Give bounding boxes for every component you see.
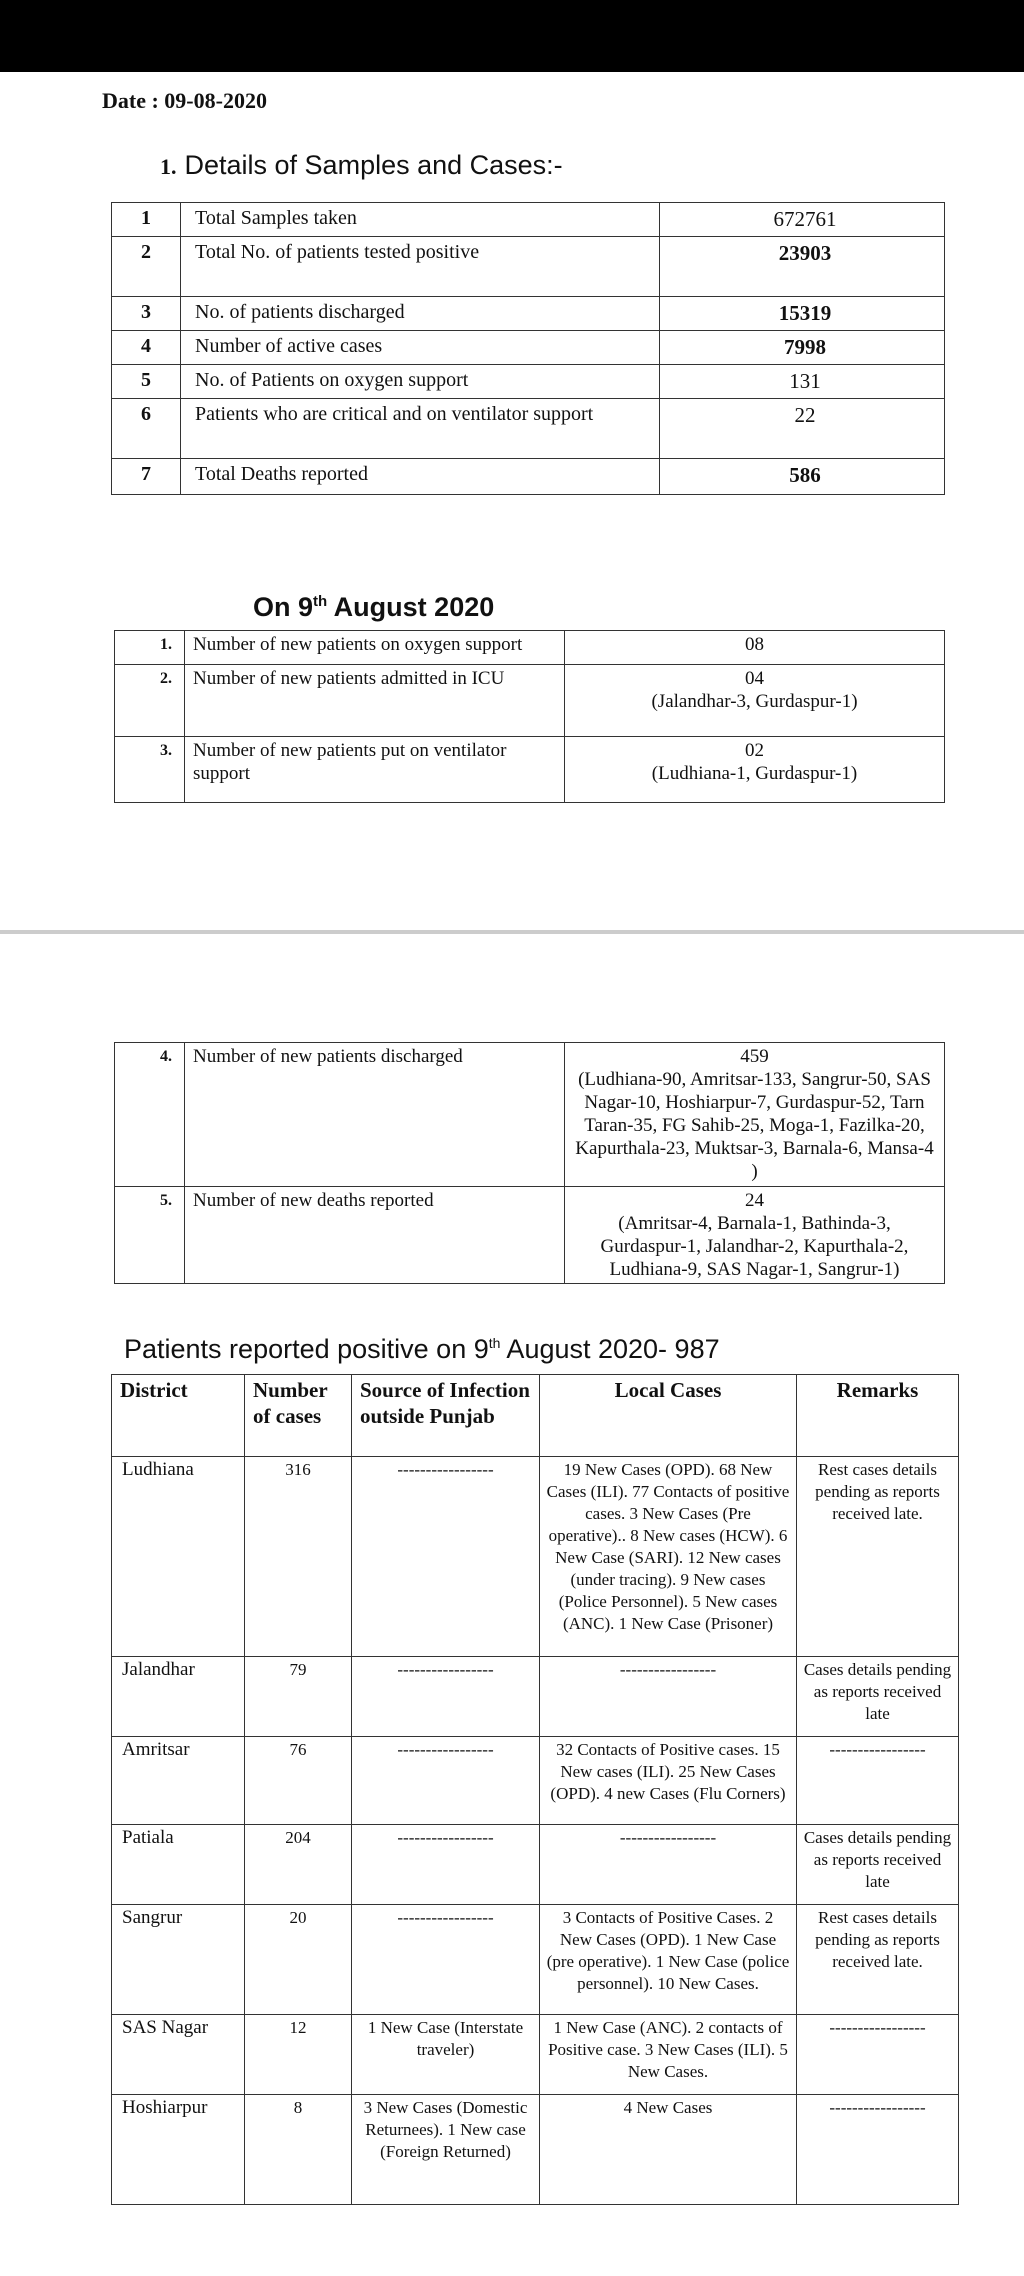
daily-table-a (114, 630, 945, 803)
row-value: 586 (660, 459, 945, 495)
header-district: District (112, 1375, 245, 1457)
daily-row-value-cell (565, 1187, 945, 1284)
source-cell: 1 New Case (Interstate traveler) (352, 2015, 540, 2095)
daily-row-value: 04 (745, 668, 764, 689)
remarks-cell: ----------------- (797, 2095, 959, 2205)
district-row (112, 1457, 959, 1657)
row-number: 6 (112, 399, 181, 459)
district-row (112, 1657, 959, 1737)
header-cases: Number of cases (245, 1375, 352, 1457)
daily-row-detail: (Jalandhar-3, Gurdaspur-1) (651, 691, 858, 712)
daily-row-label: Number of new patients discharged (185, 1043, 565, 1187)
daily-row-number: 1. (115, 631, 185, 665)
cases-cell: 79 (245, 1657, 352, 1737)
daily-row-detail: (Ludhiana-90, Amritsar-133, Sangrur-50, SAS Nagar-10, Hoshiarpur-7, Gurdaspur-52, Tarn Taran-35, FG Sahib-25, Moga-1, Fazilka-20, Kapurthala-23, Muktsar-3, Barnala-6, Mansa-4 ) (575, 1069, 934, 1182)
row-number: 5 (112, 365, 181, 399)
cases-cell: 12 (245, 2015, 352, 2095)
daily-table-b (114, 1042, 945, 1284)
daily-row-number: 2. (115, 665, 185, 737)
row-label: Total Deaths reported (181, 459, 660, 495)
daily-row (115, 631, 945, 665)
row-value: 23903 (660, 237, 945, 297)
district-row (112, 1825, 959, 1905)
summary-row (112, 331, 945, 365)
summary-row (112, 237, 945, 297)
summary-row (112, 297, 945, 331)
row-number: 4 (112, 331, 181, 365)
remarks-cell: Cases details pending as reports received late (797, 1657, 959, 1737)
local-cases-cell: 32 Contacts of Positive cases. 15 New cases (ILI). 25 New Cases (OPD). 4 new Cases (Flu Corners) (540, 1737, 797, 1825)
row-label: Number of active cases (181, 331, 660, 365)
section-number: 1. (160, 154, 177, 179)
summary-row (112, 399, 945, 459)
row-value: 131 (660, 365, 945, 399)
district-cell: SAS Nagar (112, 2015, 245, 2095)
district-cell: Jalandhar (112, 1657, 245, 1737)
daily-row-number: 5. (115, 1187, 185, 1284)
district-cell: Patiala (112, 1825, 245, 1905)
daily-row-label: Number of new patients admitted in ICU (185, 665, 565, 737)
daily-heading-sup: th (313, 593, 328, 610)
daily-row-value-cell (565, 665, 945, 737)
positive-heading-sup: th (488, 1335, 501, 1351)
positive-heading-suffix: August 2020- 987 (500, 1334, 720, 1364)
daily-row-value: 02 (745, 740, 764, 761)
local-cases-cell: ----------------- (540, 1657, 797, 1737)
row-label: Patients who are critical and on ventilator support (181, 399, 660, 459)
summary-row (112, 203, 945, 237)
remarks-cell: Rest cases details pending as reports received late. (797, 1905, 959, 2015)
source-cell: 3 New Cases (Domestic Returnees). 1 New case (Foreign Returned) (352, 2095, 540, 2205)
daily-row-label: Number of new patients on oxygen support (185, 631, 565, 665)
positive-heading-prefix: Patients reported positive on 9 (124, 1334, 489, 1364)
cases-cell: 76 (245, 1737, 352, 1825)
daily-row (115, 665, 945, 737)
remarks-cell: ----------------- (797, 1737, 959, 1825)
daily-row-detail: (Ludhiana-1, Gurdaspur-1) (651, 763, 858, 784)
district-cell: Sangrur (112, 1905, 245, 2015)
daily-row-value-cell (565, 737, 945, 803)
remarks-cell: Rest cases details pending as reports received late. (797, 1457, 959, 1657)
cases-cell: 316 (245, 1457, 352, 1657)
source-cell: ----------------- (352, 1905, 540, 2015)
local-cases-cell: ----------------- (540, 1825, 797, 1905)
local-cases-cell: 1 New Case (ANC). 2 contacts of Positive case. 3 New Cases (ILI). 5 New Cases. (540, 2015, 797, 2095)
row-label: Total Samples taken (181, 203, 660, 237)
row-number: 3 (112, 297, 181, 331)
row-value: 22 (660, 399, 945, 459)
row-value: 7998 (660, 331, 945, 365)
remarks-cell: ----------------- (797, 2015, 959, 2095)
row-label: Total No. of patients tested positive (181, 237, 660, 297)
top-black-bar (0, 0, 1024, 72)
summary-row (112, 365, 945, 399)
district-row (112, 2015, 959, 2095)
cases-cell: 204 (245, 1825, 352, 1905)
district-row (112, 2095, 959, 2205)
header-source: Source of Infection outside Punjab (352, 1375, 540, 1457)
daily-row-number: 4. (115, 1043, 185, 1187)
positive-table (111, 1374, 959, 2205)
local-cases-cell: 4 New Cases (540, 2095, 797, 2205)
daily-row-value-cell (565, 1043, 945, 1187)
section-title: Details of Samples and Cases:- (184, 150, 563, 180)
row-value: 672761 (660, 203, 945, 237)
section-heading (160, 150, 563, 181)
daily-row-detail: (Amritsar-4, Barnala-1, Bathinda-3, Gurdaspur-1, Jalandhar-2, Kapurthala-2, Ludhiana-9, SAS Nagar-1, Sangrur-1) (600, 1213, 909, 1280)
district-cell: Ludhiana (112, 1457, 245, 1657)
source-cell: ----------------- (352, 1825, 540, 1905)
positive-heading (124, 1334, 720, 1365)
cases-cell: 20 (245, 1905, 352, 2015)
summary-row (112, 459, 945, 495)
cases-cell: 8 (245, 2095, 352, 2205)
district-cell: Hoshiarpur (112, 2095, 245, 2205)
daily-row-value: 08 (745, 634, 764, 655)
source-cell: ----------------- (352, 1737, 540, 1825)
daily-row (115, 1187, 945, 1284)
local-cases-cell: 19 New Cases (OPD). 68 New Cases (ILI). 77 Contacts of positive cases. 3 New Cases (Pre operative).. 8 New cases (HCW). 6 New Case (SARI). 12 New cases (under tracing). 9 New cases (Police Personnel). 5 New cases (ANC). 1 New Case (Prisoner) (540, 1457, 797, 1657)
daily-heading (253, 592, 494, 623)
district-cell: Amritsar (112, 1737, 245, 1825)
daily-heading-prefix: On 9 (253, 592, 314, 622)
row-label: No. of patients discharged (181, 297, 660, 331)
remarks-cell: Cases details pending as reports received late (797, 1825, 959, 1905)
daily-heading-suffix: August 2020 (327, 592, 495, 622)
daily-row-value: 24 (745, 1190, 764, 1211)
district-row (112, 1905, 959, 2015)
source-cell: ----------------- (352, 1457, 540, 1657)
daily-row-value-cell (565, 631, 945, 665)
daily-row (115, 737, 945, 803)
row-label: No. of Patients on oxygen support (181, 365, 660, 399)
header-remarks: Remarks (797, 1375, 959, 1457)
daily-row-label: Number of new deaths reported (185, 1187, 565, 1284)
header-local-cases: Local Cases (540, 1375, 797, 1457)
daily-row-value: 459 (740, 1046, 769, 1067)
row-number: 1 (112, 203, 181, 237)
row-number: 2 (112, 237, 181, 297)
daily-row-number: 3. (115, 737, 185, 803)
daily-row (115, 1043, 945, 1187)
row-number: 7 (112, 459, 181, 495)
local-cases-cell: 3 Contacts of Positive Cases. 2 New Cases (OPD). 1 New Case (pre operative). 1 New Case (police personnel). 10 New Cases. (540, 1905, 797, 2015)
source-cell: ----------------- (352, 1657, 540, 1737)
summary-table (111, 202, 945, 495)
page-divider (0, 930, 1024, 934)
report-date: Date : 09-08-2020 (102, 88, 267, 113)
district-row (112, 1737, 959, 1825)
row-value: 15319 (660, 297, 945, 331)
daily-row-label: Number of new patients put on ventilator support (185, 737, 565, 803)
